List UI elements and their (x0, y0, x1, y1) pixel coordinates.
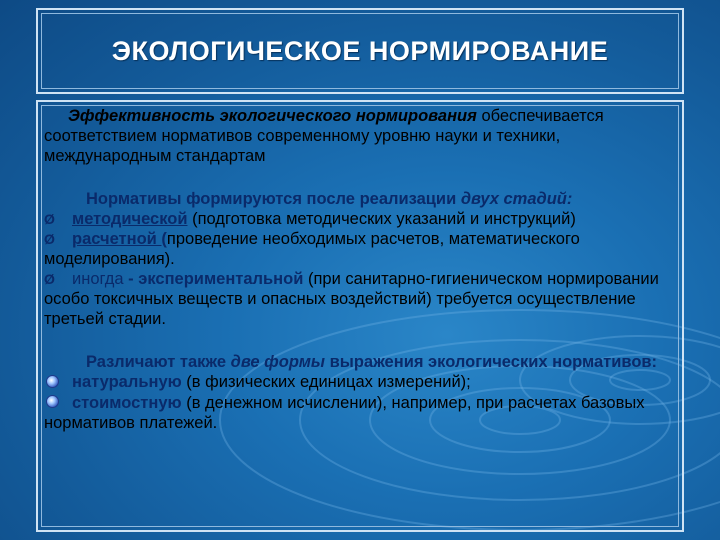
efficiency-lead: Эффективность экологического нормирования (68, 107, 477, 125)
paragraph-forms-intro (44, 352, 680, 372)
form-term: натуральную (72, 373, 182, 391)
stage-term: расчетной ( (72, 230, 167, 248)
stages-intro-italic: двух стадий: (460, 190, 573, 208)
forms-intro-rest: выражения экологических нормативов: (325, 353, 658, 371)
paragraph-efficiency (44, 106, 680, 166)
stage-description: (при санитарно-гигиеническом нормировании особо токсичных веществ и опасных воздействий) требуется осуществление третьей стадии. (44, 270, 659, 328)
forms-intro-italic: две формы (230, 353, 325, 371)
form-term: стоимостную (72, 393, 182, 412)
form-description: (в физических единицах измерений); (181, 373, 471, 391)
list-item (44, 229, 680, 269)
page-title: ЭКОЛОГИЧЕСКОЕ НОРМИРОВАНИЕ (111, 35, 609, 66)
list-item (44, 269, 680, 329)
list-item (44, 372, 680, 393)
sphere-bullet-icon (44, 373, 72, 393)
paragraph-stages-intro (44, 189, 680, 209)
stage-prefix: иногда (72, 270, 129, 288)
forms-intro-text: Различают также (86, 353, 231, 371)
slide-body (44, 106, 680, 433)
arrow-bullet-icon: Ø (44, 271, 55, 287)
stages-intro-text: Нормативы формируются после реализации (86, 190, 461, 208)
list-item (44, 209, 680, 229)
title-frame (36, 8, 684, 94)
sphere-bullet-icon (44, 393, 72, 413)
stage-term: методической (72, 210, 188, 228)
efficiency-text: обеспечивается соответствием нормативов современному уровню науки и техники, международным стандартам (44, 107, 604, 165)
form-description: (в денежном исчислении), например, при расчетах базовых нормативов платежей. (44, 393, 645, 433)
list-item (44, 393, 680, 434)
stage-description: (подготовка методических указаний и инструкций) (187, 210, 576, 228)
stage-description: проведение необходимых расчетов, математического моделирования). (44, 230, 580, 268)
arrow-bullet-icon: Ø (44, 211, 55, 227)
stage-term: - экспериментальной (128, 270, 304, 288)
arrow-bullet-icon: Ø (44, 231, 55, 247)
